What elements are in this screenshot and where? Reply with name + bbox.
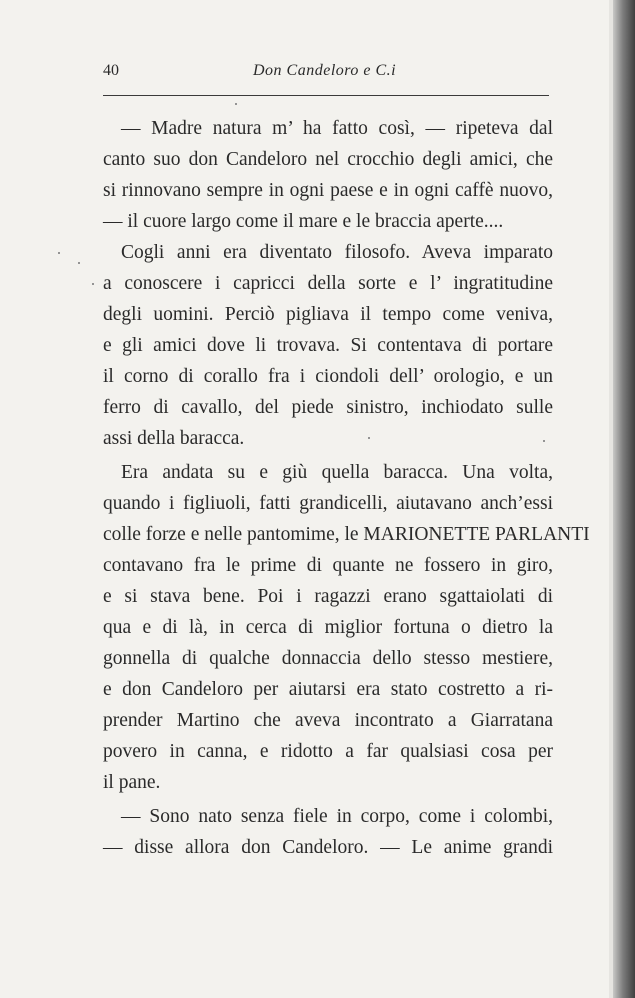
scan-speck (543, 440, 545, 442)
running-title: Don Candeloro e C.i (253, 62, 397, 79)
text-line: Cogli anni era diventato filosofo. Aveva imparato (121, 242, 553, 263)
body-text (103, 113, 590, 863)
text-line: Era andata su e giù quella baracca. Una volta, (121, 462, 553, 483)
text-line: degli uomini. Perciò pigliava il tempo come veniva, (103, 304, 553, 325)
text-line: e gli amici dove li trovava. Si contentava di portare (103, 335, 553, 356)
text-line: il corno di corallo fra i ciondoli dell’ orologio, e un (103, 366, 553, 387)
scan-speck (58, 252, 60, 254)
text-line: gonnella di qualche donnaccia dello stesso mestiere, (103, 648, 553, 669)
text-line: — Sono nato senza fiele in corpo, come i colombi, (121, 806, 553, 827)
page-edge-shadow (613, 0, 635, 998)
text-line: canto suo don Candeloro nel crocchio degli amici, che (103, 149, 553, 170)
text-line: qua e di là, in cerca di miglior fortuna o dietro la (103, 617, 553, 638)
scan-speck (92, 283, 94, 285)
text-line: contavano fra le prime di quante ne fossero in giro, (103, 555, 553, 576)
text-line: — Madre natura m’ ha fatto così, — ripeteva dal (121, 118, 553, 139)
text-line: il pane. (103, 772, 161, 793)
text-line: e si stava bene. Poi i ragazzi erano sgattaiolati di (103, 586, 553, 607)
text-line: si rinnovano sempre in ogni paese e in ogni caffè nuovo, (103, 180, 553, 201)
text-line: a conoscere i capricci della sorte e l’ ingratitudine (103, 273, 553, 294)
text-line: — il cuore largo come il mare e le braccia aperte.... (103, 211, 504, 232)
text-line: quando i figliuoli, fatti grandicelli, aiutavano anch’essi (103, 493, 553, 514)
text-line: e don Candeloro per aiutarsi era stato costretto a ri- (103, 679, 553, 700)
text-line: — disse allora don Candeloro. — Le anime grandi (103, 837, 553, 858)
text-line: ferro di cavallo, del piede sinistro, inchiodato sulle (103, 397, 553, 418)
scan-speck (78, 262, 80, 264)
text-line: colle forze e nelle pantomime, le MARIONETTE PARLANTI (103, 524, 590, 545)
text-line: povero in canna, e ridotto a far qualsiasi cosa per (103, 741, 553, 762)
scan-speck (368, 437, 370, 439)
text-line: prender Martino che aveva incontrato a Giarratana (103, 710, 553, 731)
text-line: assi della baracca. (103, 428, 245, 449)
page-number: 40 (103, 62, 119, 79)
header-rule (103, 95, 549, 96)
scan-speck (235, 103, 237, 105)
page-header (103, 62, 553, 84)
